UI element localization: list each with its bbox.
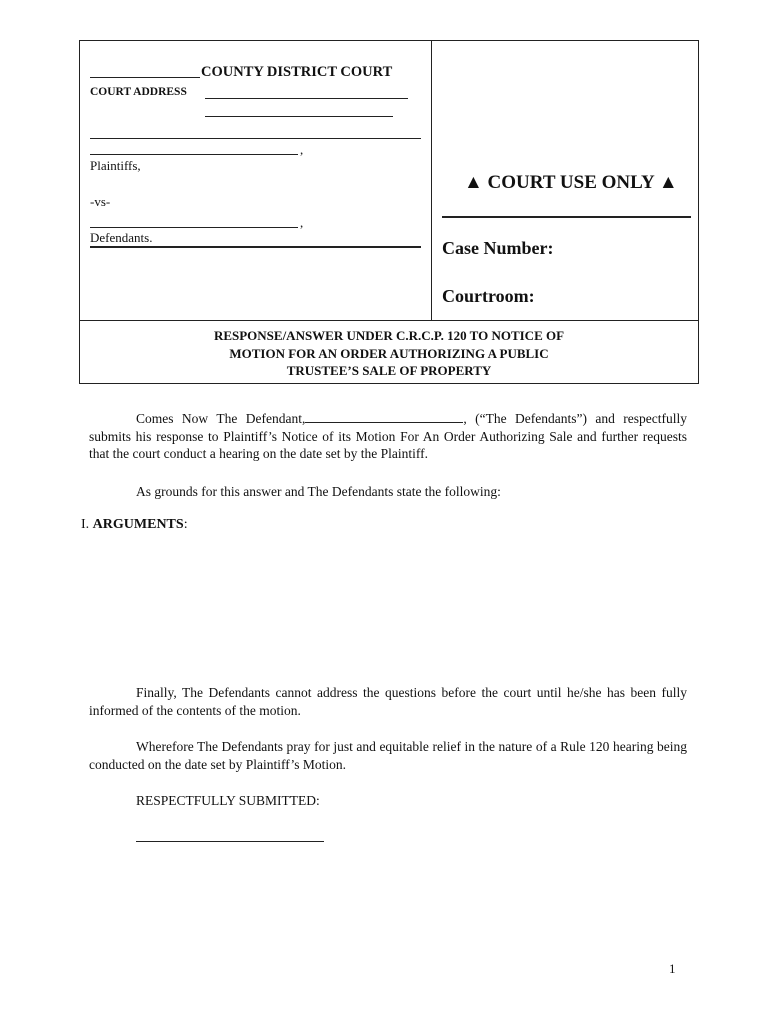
versus-label: -vs-: [90, 194, 111, 209]
county-blank-line[interactable]: [90, 77, 200, 78]
plaintiffs-comma: ,: [300, 142, 304, 157]
plaintiffs-label: Plaintiffs,: [90, 158, 141, 173]
caption-parties-cell: [80, 41, 432, 320]
court-address-line-2[interactable]: [205, 116, 393, 117]
paragraph-finally: Finally, The Defendants cannot address the questions before the court until he/she has been fully informed of the contents of the motion.: [89, 685, 687, 718]
plaintiffs-name-line[interactable]: [90, 154, 298, 155]
section-title: ARGUMENTS: [92, 517, 184, 532]
caption-separator-line: [90, 138, 421, 139]
paragraph-wherefore: Wherefore The Defendants pray for just and equitable relief in the nature of a Rule 120 hearing being conducted on the date set by Plaintiff’s Motion.: [89, 739, 687, 772]
page-number: 1: [669, 961, 676, 976]
intro-start: Comes Now The Defendant,: [136, 411, 306, 426]
title-line-3: TRUSTEE’S SALE OF PROPERTY: [286, 363, 492, 378]
defendants-name-line[interactable]: [90, 227, 298, 228]
caption-box: [79, 40, 699, 384]
defendants-label: Defendants.: [90, 230, 153, 245]
closing-statement: RESPECTFULLY SUBMITTED:: [136, 793, 320, 808]
section-colon: :: [183, 517, 188, 532]
courtroom-label: Courtroom:: [442, 286, 535, 306]
court-use-cell: [432, 41, 698, 320]
title-line-1: RESPONSE/ANSWER UNDER C.R.C.P. 120 TO NOTICE OF: [213, 328, 565, 343]
intro-rest: , (“The Defendants”) and respectfully submits his response to Plaintiff’s Notice of its Motion For An Order Authorizing Sale and further requests that the court conduct a hearing on the date set by the Plaintiff.: [89, 411, 687, 461]
defendant-name-blank[interactable]: [305, 410, 463, 423]
defendants-comma: ,: [300, 215, 304, 230]
section-heading-arguments: [81, 517, 188, 533]
paragraph-intro: [89, 410, 687, 463]
court-name: COUNTY DISTRICT COURT: [201, 64, 393, 80]
title-line-2: MOTION FOR AN ORDER AUTHORIZING A PUBLIC: [229, 345, 549, 361]
caption-bottom-rule: [90, 246, 421, 248]
court-address-label: COURT ADDRESS: [90, 86, 187, 98]
paragraph-grounds: As grounds for this answer and The Defendants state the following:: [136, 484, 501, 499]
section-number: I.: [81, 517, 90, 532]
court-use-rule: [442, 216, 691, 218]
court-use-only-label: ▲ COURT USE ONLY ▲: [464, 172, 678, 193]
document-title-cell: [80, 320, 698, 383]
case-number-label: Case Number:: [442, 238, 554, 258]
court-address-line-1[interactable]: [205, 98, 408, 99]
document-title: [80, 327, 698, 380]
signature-line[interactable]: [136, 841, 324, 842]
